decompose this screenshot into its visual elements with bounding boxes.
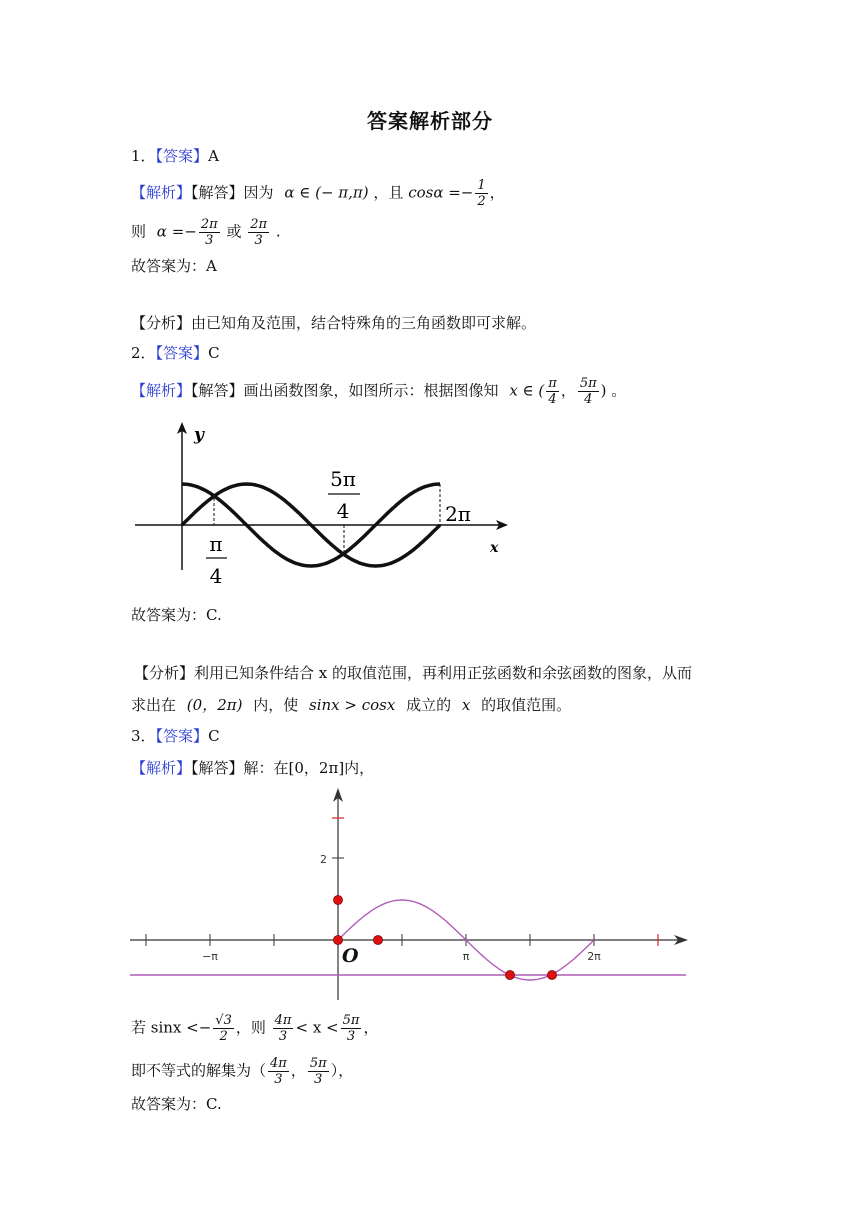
q2-frac-5pi4 (578, 376, 599, 407)
q1-line2-end: . (275, 222, 281, 241)
q1-alpha-range: α ∈ (− π,π) (284, 183, 369, 202)
frac-num: π (548, 376, 557, 391)
q3-solution-line1 (131, 757, 374, 779)
frac-den: 3 (278, 1029, 288, 1044)
frac-den: 2 (477, 194, 486, 209)
q1-answer-line (131, 145, 219, 167)
q3-conclusion: 故答案为：C. (131, 1095, 222, 1113)
label-4b: 4 (209, 564, 223, 588)
q3-answer-line (131, 725, 220, 747)
q2-answer-tag: 【答案】 (155, 344, 209, 362)
q3-line1: 解：在[0，2π]内， (243, 759, 375, 777)
x-label: x (490, 540, 499, 556)
q2-sin-cos-graph (130, 418, 520, 590)
q2-number: 2． (131, 344, 156, 362)
q3-cond-then: ，则 (235, 1018, 266, 1037)
q1-or: 或 (226, 222, 242, 241)
q1-fenxi: 【分析】由已知角及范围，结合特殊角的三角函数即可求解。 (131, 314, 537, 332)
q1-and: ，且 (373, 183, 404, 202)
q1-cos: cosα =− (408, 183, 474, 202)
frac-num: 5π (342, 1013, 360, 1028)
q2-line1: 画出函数图象，如图所示：根据图像知 (243, 381, 499, 400)
q1-answer-tag: 【答案】 (155, 147, 209, 165)
q1-frac-half (475, 178, 487, 209)
q3-condition-line (131, 1013, 378, 1044)
q2-comma: ， (560, 381, 576, 400)
q3-cond-lt: < x < (295, 1018, 339, 1037)
label-5pi: 5π (330, 467, 356, 491)
y-label: y (194, 425, 204, 445)
frac-num: √3 (215, 1013, 232, 1028)
q3-answer-tag: 【答案】 (155, 727, 209, 745)
point-5pi3 (548, 971, 557, 980)
tick-label-pi: π (462, 950, 470, 963)
tick-label-2pi: 2π (587, 950, 601, 963)
label-2pi: 2π (445, 502, 471, 526)
q3-sol-frac-4pi3 (268, 1056, 289, 1087)
q3-solution-set-line (131, 1056, 353, 1087)
q2-solution-tag: 【解答】 (191, 381, 244, 400)
frac-num: 4π (274, 1013, 292, 1028)
q2-fenxi-d: 的取值范围。 (481, 696, 572, 714)
point-pi3 (374, 936, 383, 945)
q1-solution-line1 (131, 178, 505, 209)
q1-line1-prefix: 因为 (243, 183, 274, 202)
point-4pi3 (506, 971, 515, 980)
page-title: 答案解析部分 (367, 109, 493, 133)
q2-answer: C (208, 344, 220, 362)
q3-sine-graph (128, 784, 690, 1002)
tick-label-neg-pi: −π (202, 950, 218, 963)
origin-label: O (342, 945, 359, 967)
q1-alpha-eq: α =− (156, 222, 197, 241)
q2-analysis-tag: 【解析】 (131, 381, 192, 400)
point-0-1 (334, 896, 343, 905)
q2-solution-line1 (131, 376, 626, 407)
q1-solution-line2 (131, 217, 281, 248)
q3-frac-4pi3 (273, 1013, 294, 1044)
q2-fenxi-interval: (0，2π) (186, 696, 243, 714)
q3-number: 3． (131, 727, 156, 745)
q2-fenxi-line1: 【分析】利用已知条件结合 x 的取值范围，再利用正弦函数和余弦函数的图象，从而 (134, 664, 692, 682)
q3-sol-frac-5pi3 (308, 1056, 329, 1087)
q2-x-in: x ∈ ( (509, 381, 545, 400)
q2-fenxi-ineq: sinx > cosx (309, 696, 396, 714)
q2-frac-pi4 (546, 376, 559, 407)
q1-answer: A (208, 147, 219, 165)
q2-conclusion: 故答案为：C. (131, 606, 222, 624)
frac-den: 3 (346, 1029, 356, 1044)
frac-num: 5π (309, 1056, 327, 1071)
q2-fenxi-c: 成立的 (406, 696, 452, 714)
q2-fenxi-a: 求出在 (131, 696, 177, 714)
frac-den: 3 (314, 1072, 323, 1087)
q3-sol-comma: ， (290, 1061, 306, 1080)
point-origin (334, 936, 343, 945)
q3-cond-prefix: 若 sinx <− (131, 1018, 212, 1037)
frac-den: 3 (274, 1072, 283, 1087)
q3-frac-sqrt3-2 (213, 1013, 234, 1044)
q2-fenxi-x: x (461, 696, 471, 714)
q2-fenxi-line2 (131, 694, 571, 716)
frac-den: 2 (219, 1029, 228, 1044)
frac-num: 1 (477, 178, 486, 193)
q1-line1-end: ， (489, 183, 505, 202)
q3-frac-5pi3 (341, 1013, 362, 1044)
q1-solution-tag: 【解答】 (191, 183, 244, 202)
q3-sol-end: ）， (330, 1061, 354, 1080)
frac-den: 3 (205, 233, 214, 248)
frac-den: 4 (584, 392, 593, 407)
q2-answer-line (131, 342, 220, 364)
q3-analysis-tag: 【解析】 (131, 759, 192, 777)
q3-sol-prefix: 即不等式的解集为（ (131, 1061, 267, 1080)
q1-frac-2pi3-b (248, 217, 269, 248)
q3-solution-tag: 【解答】 (191, 759, 244, 777)
frac-num: 2π (200, 217, 218, 232)
q1-frac-2pi3-a (199, 217, 220, 248)
q2-close: ) 。 (600, 381, 627, 400)
q3-cond-end: ， (363, 1018, 379, 1037)
q1-line2-prefix: 则 (131, 222, 147, 241)
frac-den: 3 (254, 233, 263, 248)
q1-number: 1． (131, 147, 156, 165)
tick-label-2: 2 (320, 853, 327, 866)
frac-num: 5π (579, 376, 597, 391)
label-4a: 4 (336, 499, 350, 523)
frac-den: 4 (548, 392, 557, 407)
q1-conclusion: 故答案为：A (131, 257, 217, 275)
q3-answer: C (208, 727, 220, 745)
label-pi: π (209, 532, 223, 556)
frac-num: 4π (270, 1056, 287, 1071)
frac-num: 2π (250, 217, 268, 232)
q1-analysis-tag: 【解析】 (131, 183, 192, 202)
q2-fenxi-b: 内，使 (253, 696, 299, 714)
